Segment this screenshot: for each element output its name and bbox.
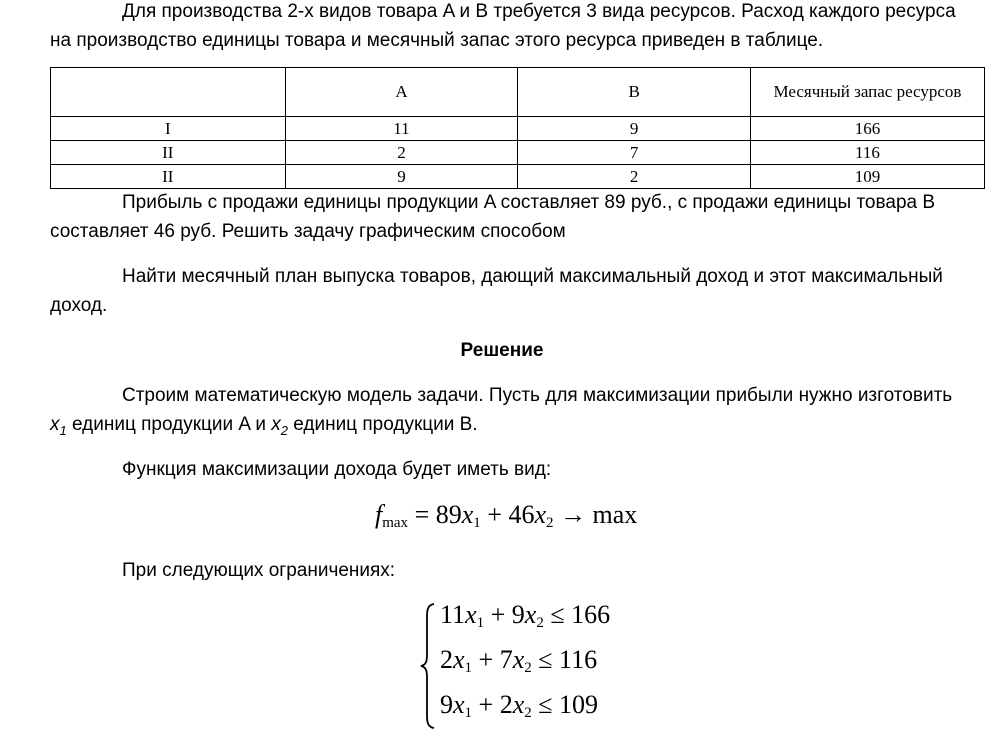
table-row [51, 141, 985, 165]
solution-heading: Решение [460, 340, 544, 361]
table-header-cell: Месячный запас ресурсов [750, 68, 984, 117]
model-text: единиц продукции A и [66, 414, 272, 435]
constraint-2: $2x_1 + 7x_2 \le 116$ [440, 645, 598, 676]
model-text: единиц продукции B. [287, 414, 478, 435]
table-cell: II [51, 165, 286, 189]
table-header-cell: B [518, 68, 751, 117]
table-cell: 2 [518, 165, 751, 189]
table-row [51, 117, 985, 141]
table-cell: 7 [518, 141, 751, 165]
intro-paragraph: Для производства 2-х видов товара A и B требуется 3 вида ресурсов. Расход каждого ресурса на производство единицы товара и месячный запас этого ресурса приведен в таблице. [50, 1, 956, 51]
table-cell: 166 [750, 117, 984, 141]
variable-x2: $x_2$ [271, 414, 288, 438]
table-cell: I [51, 117, 286, 141]
variable-x1: $x_1$ [50, 414, 67, 438]
table-cell: 9 [285, 165, 518, 189]
constraint-1: $11x_1 + 9x_2 \le 166$ [440, 600, 611, 631]
table-cell: 109 [750, 165, 984, 189]
table-cell: II [51, 141, 286, 165]
table-row [51, 165, 985, 189]
system-brace [420, 603, 436, 729]
resources-table [50, 67, 985, 189]
profit-paragraph: Прибыль с продажи единицы продукции A составляет 89 руб., с продажи единицы товара B составляет 46 руб. Решить задачу графическим способом [50, 192, 936, 242]
objective-function: $f_{max} = 89x_1 + 46x_2 \to \max$ [375, 500, 638, 531]
table-header-row [51, 68, 985, 117]
model-paragraph [50, 381, 970, 445]
function-intro: Функция максимизации дохода будет иметь вид: [122, 459, 552, 480]
constraint-3: $9x_1 + 2x_2 \le 109$ [440, 690, 599, 721]
table-cell: 11 [285, 117, 518, 141]
constraints-intro: При следующих ограничениях: [122, 560, 396, 581]
model-text: Строим математическую модель задачи. Пусть для максимизации прибыли нужно изготовить [122, 385, 953, 406]
table-cell: 9 [518, 117, 751, 141]
task-paragraph: Найти месячный план выпуска товаров, дающий максимальный доход и этот максимальный доход. [50, 266, 943, 316]
table-header-cell: A [285, 68, 518, 117]
table-cell: 2 [285, 141, 518, 165]
table-cell: 116 [750, 141, 984, 165]
table-header-cell [51, 68, 286, 117]
